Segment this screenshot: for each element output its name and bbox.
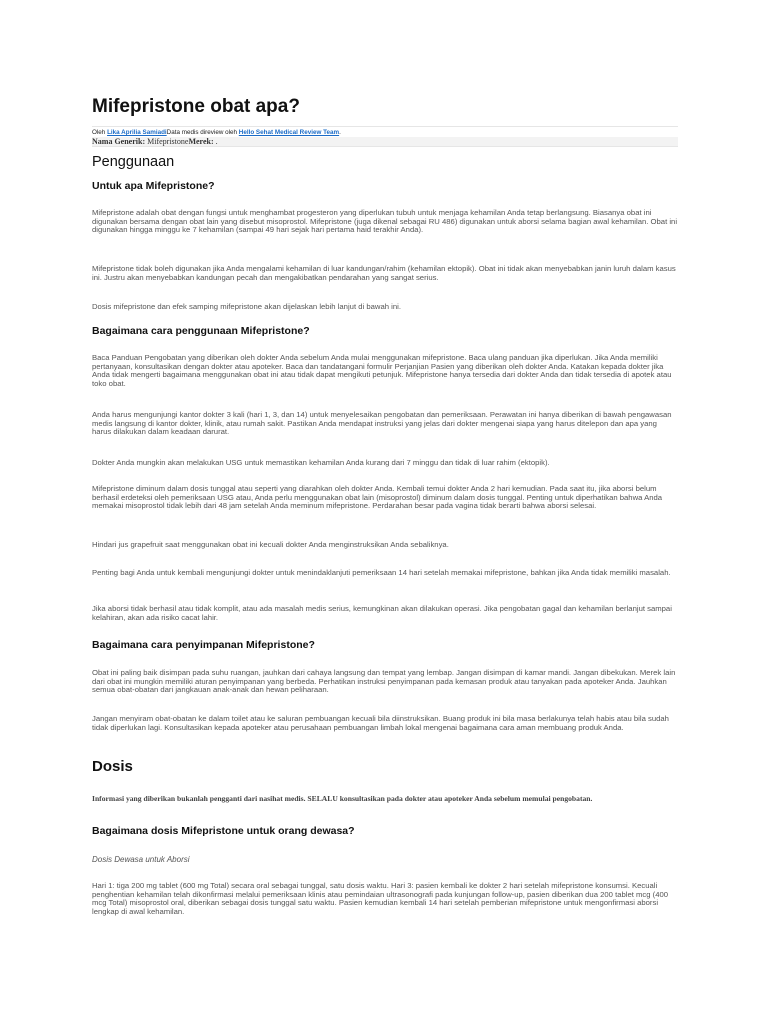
paragraph: Jika aborsi tidak berhasil atau tidak komplit, atau ada masalah medis serius, kemungkinan akan dilakukan operasi. Jika pengobatan gagal dan kehamilan berlanjut sampai kelahiran, akan ada risiko cacat lahir. [92, 604, 672, 622]
q4-wrap [92, 825, 678, 838]
question-heading: Bagaimana dosis Mifepristone untuk orang dewasa? [92, 825, 355, 837]
paragraph: Anda harus mengunjungi kantor dokter 3 kali (hari 1, 3, dan 14) untuk menyelesaikan pengobatan dan pemeriksaan. Perawatan ini hanya diberikan di bawah pengawasan medis langsung di kantor dokter, klinik, atau rumah sakit. Pastikan Anda mendapat instruksi yang jelas dari dokter mengenai siapa yang harus ditelepon dan apa yang harus dilakukan dalam keadaan darurat. [92, 410, 672, 437]
q1-wrap [92, 180, 678, 193]
p7-wrap [92, 485, 678, 511]
reviewer-link[interactable]: Hello Sehat Medical Review Team [238, 129, 340, 136]
question-heading: Untuk apa Mifepristone? [92, 180, 215, 192]
page-title: Mifepristone obat apa? [92, 96, 300, 117]
dosage-subheading: Dosis Dewasa untuk Aborsi [92, 855, 190, 864]
medical-disclaimer: Informasi yang diberikan bukanlah pengganti dari nasihat medis. SELALU konsultasikan pada dokter atau apoteker Anda sebelum memulai pengobatan. [92, 794, 593, 803]
q2-wrap [92, 325, 678, 338]
paragraph: Penting bagi Anda untuk kembali mengunjungi dokter untuk menindaklanjuti pemeriksaan 14 hari setelah memakai mifepristone, bahkan jika Anda tidak memiliki masalah. [92, 568, 671, 577]
p2-wrap [92, 265, 678, 282]
paragraph: Mifepristone tidak boleh digunakan jika Anda mengalami kehamilan di luar kandungan/rahim (kehamilan ektopik). Obat ini tidak akan menyebabkan janin luruh dalam kasus ini. Justru akan menyebabkan kandungan pecah dan mengakibatkan pendarahan yang sangat serius. [92, 264, 676, 282]
p4-wrap [92, 354, 678, 388]
p1-wrap [92, 209, 678, 235]
p5-wrap [92, 411, 678, 437]
paragraph: Baca Panduan Pengobatan yang diberikan oleh dokter Anda sebelum Anda mulai menggunakan mifepristone. Baca ulang panduan jika diperlukan. Jika Anda memiliki pertanyaan, konsultasikan dengan dokter atau apoteker. Baca dan tandatangani formulir Perjanjian Pasien yang diberikan oleh dokter Anda. Katakan kepada dokter jika Anda tidak mengerti bagaimana menggunakan obat ini atau tidak dapat mengikuti petunjuk. Mifepristone hanya tersedia dari dokter Anda dan tidak tersedia di apotek atau toko obat. [92, 353, 672, 388]
section-penggunaan-heading-wrap [92, 154, 678, 171]
q3-wrap [92, 639, 678, 652]
paragraph: Dokter Anda mungkin akan melakukan USG untuk memastikan kehamilan Anda kurang dari 7 minggu dan tidak di luar rahim (ektopik). [92, 458, 550, 467]
p6-wrap [92, 459, 678, 468]
paragraph: Mifepristone adalah obat dengan fungsi untuk menghambat progesteron yang diperlukan tubuh untuk menjaga kehamilan Anda tetap berlangsung. Biasanya obat ini digunakan bersama dengan obat lain yang disebut misoprostol. Mifepristone (juga dikenal sebagai RU 486) digunakan untuk aborsi selama bagian awal kehamilan. Obat ini digunakan hingga minggu ke 7 kehamilan (sampai 49 hari sejak hari pertama haid terakhir Anda). [92, 208, 678, 235]
p9-wrap [92, 569, 678, 578]
sub1-wrap [92, 856, 678, 865]
p10-wrap [92, 605, 678, 622]
paragraph: Hindari jus grapefruit saat menggunakan obat ini kecuali dokter Anda menginstruksikan Anda sebaliknya. [92, 540, 449, 549]
generic-name-row [92, 137, 678, 147]
paragraph: Dosis mifepristone dan efek samping mifepristone akan dijelaskan lebih lanjut di bawah ini. [92, 302, 401, 311]
question-heading: Bagaimana cara penyimpanan Mifepristone? [92, 639, 315, 651]
p12-wrap [92, 715, 678, 732]
article [92, 96, 678, 161]
paragraph: Obat ini paling baik disimpan pada suhu ruangan, jauhkan dari cahaya langsung dan tempat yang lembap. Jangan disimpan di kamar mandi. Jangan dibekukan. Merek lain dari obat ini mungkin memiliki aturan penyimpanan yang berbeda. Perhatikan instruksi penyimpanan pada kemasan produk atau tanyakan pada apoteker Anda. Jauhkan semua obat-obatan dari jangkauan anak-anak dan hewan peliharaan. [92, 668, 676, 695]
section-heading-penggunaan: Penggunaan [92, 154, 175, 170]
p8-wrap [92, 541, 678, 550]
section-heading-dosis: Dosis [92, 758, 133, 775]
byline-prefix: Oleh [92, 129, 108, 136]
brand-label: Merek: [188, 137, 216, 146]
author-link[interactable]: Lika Aprilia Samiadi [107, 129, 167, 136]
dosis-heading-wrap [92, 758, 678, 775]
p3-wrap [92, 303, 678, 312]
brand-value: . [215, 137, 218, 146]
paragraph: Hari 1: tiga 200 mg tablet (600 mg Total) secara oral sebagai tunggal, satu dosis waktu. Hari 3: pasien kembali ke dokter 2 hari setelah mifepristone konsumsi. Kecuali penghentian kehamilan telah dikonfirmasi melalui pemeriksaan klinis atau pemindaian ultrasonografi pada kunjungan follow-up, pasien diberikan dua 200 tablet mcg (400 mcg Total) misoprostol oral, diberikan sebagai dosis tunggal satu waktu. Pasien kemudian kembali 14 hari setelah pemberian mifepristone untuk mengonfirmasi aborsi lengkap di awal kehamilan. [92, 881, 669, 916]
notice-wrap [92, 794, 678, 803]
byline [92, 126, 678, 137]
generic-value: Mifepristone [147, 137, 189, 146]
byline-middle: Data medis direview oleh [166, 129, 239, 136]
paragraph: Mifepristone diminum dalam dosis tunggal atau seperti yang diarahkan oleh dokter Anda. Kembali temui dokter Anda 2 hari kemudian. Pada saat itu, jika aborsi belum berhasil erdeteksi oleh pemeriksaan USG atau, Anda perlu menggunakan obat lain (misoprostol) diminum dalam dosis tunggal. Penting untuk diperhatikan bahwa Anda memakai misoprostol tidak lebih dari 48 jam setelah Anda meminum mifepristone. Perdarahan besar pada vagina tidak berarti bahwa aborsi selesai. [92, 484, 663, 511]
generic-label: Nama Generik: [92, 137, 148, 146]
p13-wrap [92, 882, 678, 916]
question-heading: Bagaimana cara penggunaan Mifepristone? [92, 325, 310, 337]
paragraph: Jangan menyiram obat-obatan ke dalam toilet atau ke saluran pembuangan kecuali bila diinstruksikan. Buang produk ini bila masa berlakunya telah habis atau bila sudah tidak diperlukan lagi. Konsultasikan kepada apoteker atau perusahaan pembuangan limbah lokal mengenai bagaimana cara aman membuang produk Anda. [92, 714, 669, 732]
byline-suffix: . [339, 129, 341, 136]
p11-wrap [92, 669, 678, 695]
